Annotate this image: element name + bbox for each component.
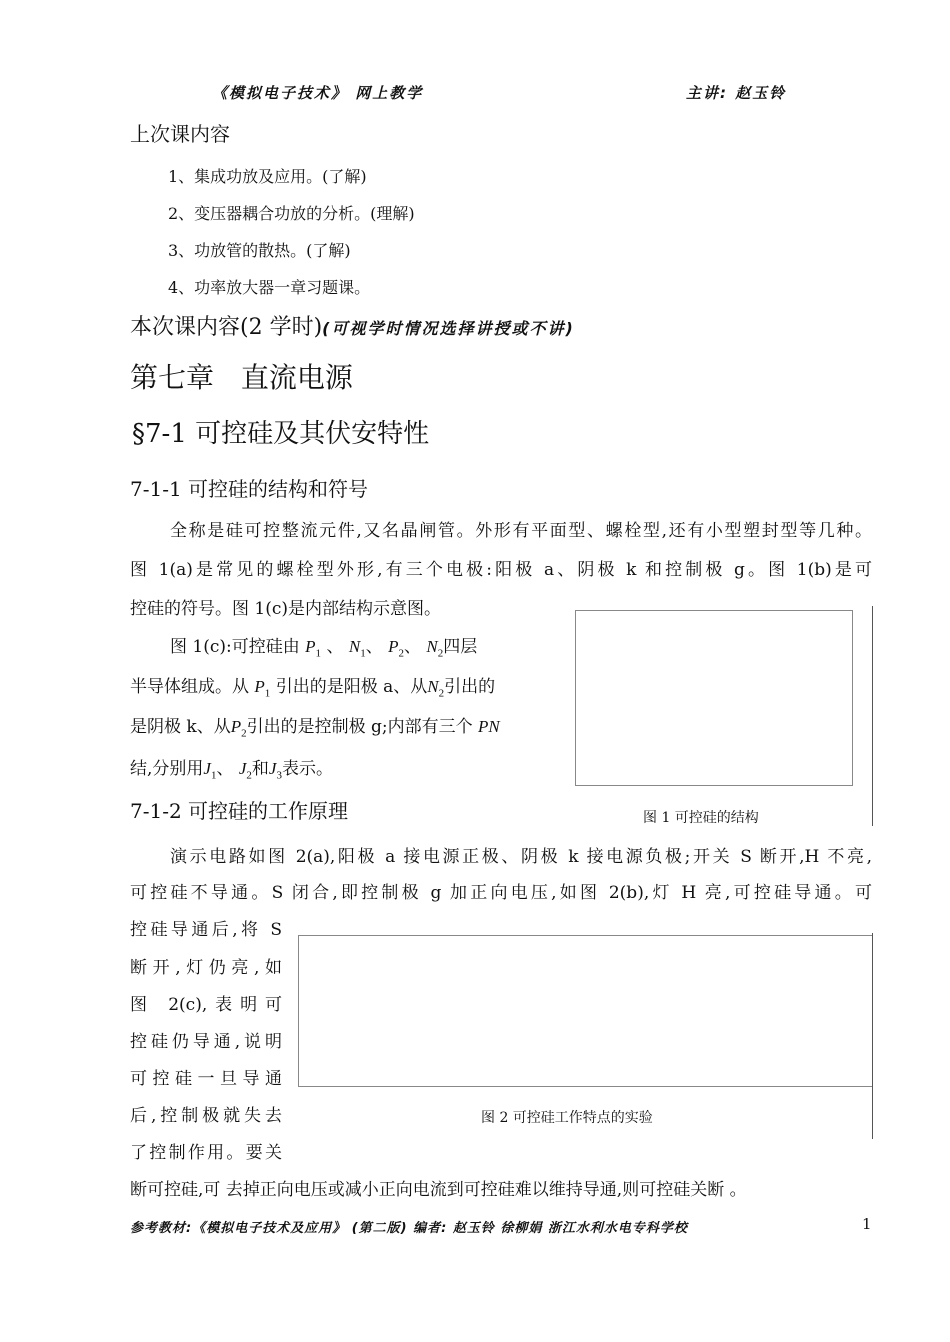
last-lesson-heading: 上次课内容 (130, 122, 230, 146)
paragraph-line: 全称是硅可控整流元件,又名晶闸管。外形有平面型、螺栓型,还有小型塑封型等几种。 (170, 521, 872, 541)
header-title: 《模拟电子技术》 网上教学 (212, 84, 424, 102)
paragraph-line: 可控硅不导通。S 闭合,即控制极 g 加正向电压,如图 2(b),灯 H 亮,可控硅导通。可 (130, 883, 872, 903)
text-span: 引出的是阳极 a、从 (275, 677, 428, 697)
math-n1: $N_1$ (348, 637, 366, 660)
text-span: 和 (251, 759, 269, 779)
side-line: 了控制作用。要关 (130, 1143, 282, 1163)
subsection-title: 7-1-2 可控硅的工作原理 (130, 799, 349, 823)
side-line: 后,控制极就失去 (130, 1106, 282, 1126)
text-span: 是阴极 k、从 (130, 717, 231, 737)
last-lesson-item: 4、功率放大器一章习题课。 (168, 278, 371, 297)
figure-1-rule (872, 606, 873, 826)
figure-2-rule (872, 933, 873, 1139)
side-line: 控硅仍导通,说明 (130, 1032, 282, 1052)
structure-line-3 (130, 712, 500, 739)
math-j3: $J_3$ (268, 759, 282, 782)
side-line: 图 2(c),表明可 (130, 995, 282, 1015)
last-lesson-item: 2、变压器耦合功放的分析。(理解) (168, 204, 415, 223)
figure-1-image (575, 610, 853, 786)
text-span: 引出的是控制极 g;内部有三个 (246, 717, 473, 737)
figure-2-image (298, 935, 873, 1087)
paragraph-line: 控硅的符号。图 1(c)是内部结构示意图。 (130, 599, 442, 619)
text-span: 、 (403, 637, 421, 657)
text-span: 半导体组成。从 (130, 677, 249, 697)
text-span: 、 (216, 759, 234, 779)
section-title: §7-1 可控硅及其伏安特性 (132, 419, 430, 449)
structure-line-2 (130, 672, 495, 699)
text-span: 引出的 (444, 677, 496, 697)
this-lesson-heading (130, 310, 575, 341)
math-j1: $J_1$ (203, 759, 217, 782)
math-p2: $P_2$ (388, 637, 404, 660)
header-lecturer: 主讲: 赵玉铃 (686, 84, 787, 102)
subsection-title: 7-1-1 可控硅的结构和符号 (130, 477, 369, 501)
chapter-title: 第七章 直流电源 (130, 361, 353, 394)
text-span: 、 (326, 637, 344, 657)
paragraph-line: 演示电路如图 2(a),阳极 a 接电源正极、阴极 k 接电源负极;开关 S 断开,H 不亮, (170, 847, 872, 867)
paragraph-line: 断可控硅,可 去掉正向电压或减小正向电流到可控硅难以维持导通,则可控硅关断 。 (130, 1180, 747, 1200)
math-p1: $P_1$ (254, 677, 271, 700)
text-span: 、 (365, 637, 383, 657)
last-lesson-item: 3、功放管的散热。(了解) (168, 241, 351, 260)
math-p2: $P_2$ (230, 717, 247, 740)
structure-line-4 (130, 754, 333, 781)
side-line: 断开,灯仍亮,如 (130, 958, 282, 978)
math-n2: $N_2$ (426, 637, 444, 660)
math-j2: $J_2$ (238, 759, 252, 782)
last-lesson-item: 1、集成功放及应用。(了解) (168, 167, 367, 186)
page-number: 1 (862, 1215, 872, 1233)
figure-2-caption: 图 2 可控硅工作特点的实验 (481, 1110, 653, 1126)
figure-1-caption: 图 1 可控硅的结构 (643, 810, 759, 826)
paragraph-line: 图 1(a)是常见的螺栓型外形,有三个电极:阳极 a、阴极 k 和控制极 g。图 1(b)是可 (130, 560, 872, 580)
text-span: 四层 (443, 637, 478, 657)
side-line: 可控硅一旦导通 (130, 1069, 282, 1089)
text-span: 结,分别用 (130, 759, 204, 779)
footer-reference: 参考教材:《模拟电子技术及应用》 (第二版) 编者: 赵玉铃 徐柳娟 浙江水利水电专科学校 (130, 1221, 688, 1236)
structure-line-1 (170, 632, 477, 659)
math-pn: PN (478, 717, 500, 736)
text-span: 表示。 (281, 759, 333, 779)
this-lesson-title: 本次课内容(2 学时) (130, 315, 323, 340)
math-p1: $P_1$ (305, 637, 322, 660)
math-n2: $N_2$ (427, 677, 445, 700)
this-lesson-note: (可视学时情况选择讲授或不讲) (322, 319, 575, 338)
side-line: 控硅导通后,将 S (130, 920, 282, 940)
text-span: 图 1(c):可控硅由 (170, 637, 300, 657)
